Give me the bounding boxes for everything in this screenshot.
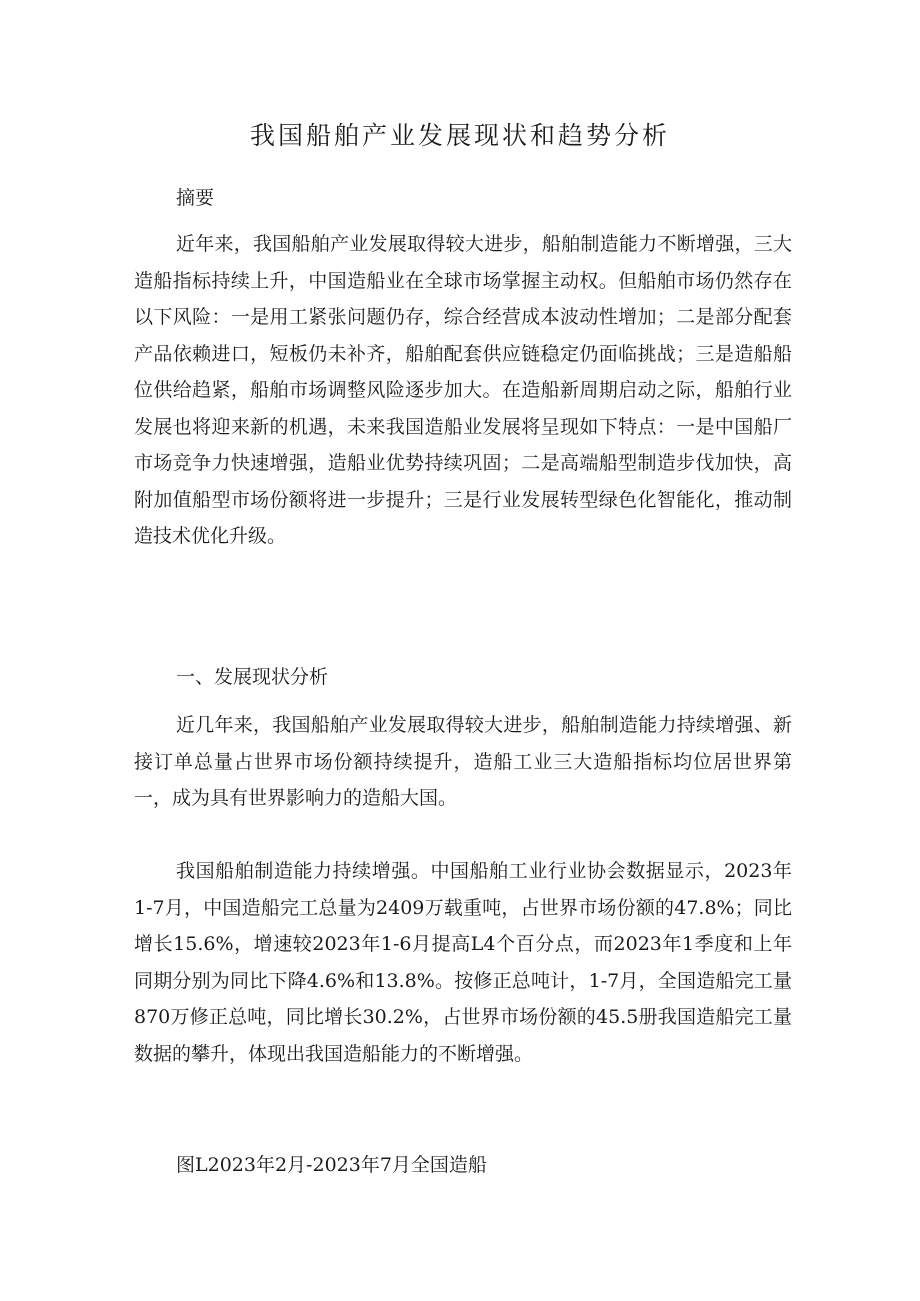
abstract-paragraph: 近年来，我国船舶产业发展取得较大进步，船舶制造能力不断增强，三大造船指标持续上升，中国造船业在全球市场掌握主动权。但船舶市场仍然存在以下风险：一是用工紧张问题仍存，综合经营成本波动性增加；二是部分配套产品依赖进口，短板仍未补齐，船舶配套供应链稳定仍面临挑战；三是造船船位供给趋紧，船舶市场调整风险逐步加大。在造船新周期启动之际，船舶行业发展也将迎来新的机遇，未来我国造船业发展将呈现如下特点：一是中国船厂市场竞争力快速增强，造船业优势持续巩固；二是高端船型制造步伐加快，高附加值船型市场份额将进一步提升；三是行业发展转型绿色化智能化，推动制造技术优化升级。	[134, 233, 792, 547]
document-title: 我国船舶产业发展现状和趋势分析	[249, 121, 670, 150]
section1-paragraph-2: 我国船舶制造能力持续增强。中国船舶工业行业协会数据显示，2023年1-7月，中国造船完工总量为2409万载重吨，占世界市场份额的47.8%；同比增长15.6%，增速较2023年1-6月提高L4个百分点，而2023年1季度和上年同期分别为同比下降4.6%和13.8%。按修正总吨计，1-7月，全国造船完工量870万修正总吨，同比增长30.2%，占世界市场份额的45.5册我国造船完工量数据的攀升，体现出我国造船能力的不断增强。	[134, 860, 792, 1065]
figure-caption: 图L2023年2月-2023年7月全国造船	[176, 1154, 487, 1176]
section1-paragraph-1: 近几年来，我国船舶产业发展取得较大进步，船舶制造能力持续增强、新接订单总量占世界市场份额持续提升，造船工业三大造船指标均位居世界第一，成为具有世界影响力的造船大国。	[134, 714, 792, 809]
abstract-heading: 摘要	[176, 187, 215, 209]
section1-heading: 一、发展现状分析	[176, 666, 329, 688]
